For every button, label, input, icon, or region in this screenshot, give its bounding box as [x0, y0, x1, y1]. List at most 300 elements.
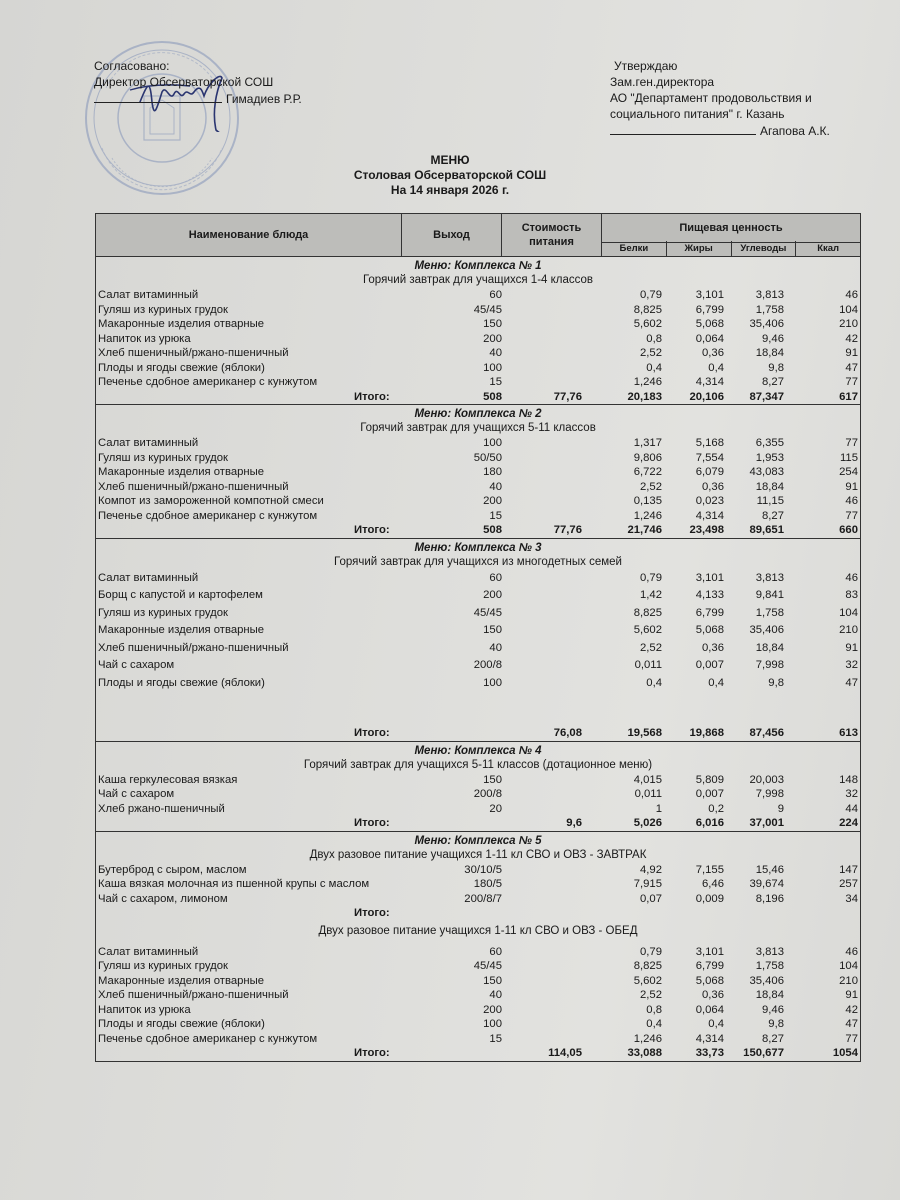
total-output: 508	[483, 524, 502, 536]
dish-output: 45/45	[473, 606, 502, 619]
header-nutrition	[602, 214, 860, 256]
approver-position: Директор Обсерваторской СОШ	[94, 75, 274, 89]
dish-proteins: 0,79	[640, 945, 662, 958]
dish-proteins: 6,722	[633, 466, 662, 478]
dish-carbs: 8,27	[762, 376, 784, 388]
total-proteins: 33,088	[627, 1047, 662, 1059]
dish-row	[96, 773, 860, 788]
dish-name: Чай с сахаром	[98, 659, 175, 671]
total-proteins: 21,746	[627, 524, 662, 536]
dish-output: 100	[483, 1018, 502, 1030]
dish-row	[96, 570, 860, 588]
total-label: Итого:	[354, 907, 390, 919]
menu-section-2	[95, 405, 861, 539]
dish-fats: 0,4	[708, 676, 724, 689]
dish-fats: 5,068	[695, 624, 724, 636]
dish-kcal: 47	[845, 676, 858, 689]
dish-fats: 4,133	[695, 589, 724, 601]
dish-kcal: 115	[839, 451, 858, 464]
dish-fats: 0,009	[695, 892, 724, 905]
dish-kcal: 77	[845, 376, 858, 388]
section-title: Меню: Комплекса № 2	[414, 408, 542, 420]
dish-row	[96, 451, 860, 466]
menu-table	[95, 213, 861, 1062]
dish-name: Печенье сдобное американер с кунжутом	[98, 1032, 318, 1045]
total-cost: 114,05	[548, 1047, 582, 1059]
dish-row	[96, 587, 860, 605]
header-proteins: Белки	[602, 241, 667, 256]
total-kcal: 660	[839, 524, 858, 536]
document-title	[300, 153, 600, 198]
dish-row	[96, 945, 860, 960]
dish-carbs: 15,46	[755, 863, 784, 876]
dish-row	[96, 877, 860, 892]
section-title: Меню: Комплекса № 3	[414, 541, 542, 554]
dish-name: Хлеб пшеничный/ржано-пшеничный	[98, 480, 289, 493]
dish-proteins: 2,52	[640, 480, 662, 493]
dish-proteins: 4,015	[633, 773, 662, 786]
dish-fats: 6,799	[695, 303, 724, 316]
dish-row	[96, 375, 860, 390]
dish-name: Салат витаминный	[98, 289, 199, 301]
dish-output: 40	[489, 989, 502, 1001]
menu-date: На 14 января 2026 г.	[390, 183, 510, 197]
menu-section-1	[95, 257, 861, 405]
dish-name: Напиток из урюка	[98, 1003, 191, 1016]
dish-carbs: 11,15	[756, 495, 784, 507]
dish-fats: 5,809	[695, 773, 724, 786]
dish-output: 45/45	[473, 303, 502, 316]
dish-name: Макаронные изделия отварные	[98, 974, 265, 987]
total-fats: 6,016	[695, 817, 724, 829]
dish-row	[96, 787, 860, 802]
dish-output: 15	[489, 509, 502, 522]
header-nutrition-title: Пищевая ценность	[602, 214, 860, 243]
section-subtitle-lunch: Двух разовое питание учащихся 1-11 кл СВО и ОВЗ - ОБЕД	[318, 924, 638, 937]
dish-output: 150	[483, 318, 502, 330]
dish-output: 60	[489, 571, 502, 584]
dish-carbs: 9,46	[762, 332, 784, 345]
dish-name: Каша геркулесовая вязкая	[98, 773, 238, 786]
dish-name: Каша вязкая молочная из пшенной крупы с маслом	[98, 878, 370, 890]
dish-name: Макаронные изделия отварные	[98, 318, 265, 330]
dish-name: Напиток из урюка	[98, 332, 191, 345]
menu-section-5	[95, 832, 861, 1062]
dish-output: 150	[483, 773, 502, 786]
dish-carbs: 8,27	[762, 509, 784, 522]
dish-output: 60	[489, 945, 502, 958]
dish-name: Плоды и ягоды свежие (яблоки)	[98, 1018, 265, 1030]
menu-section-3	[95, 539, 861, 742]
dish-row	[96, 480, 860, 495]
dish-output: 15	[489, 376, 502, 388]
organization-line-1: АО "Департамент продовольствия и	[610, 91, 812, 105]
section-subtitle: Горячий завтрак для учащихся 1-4 классов	[362, 274, 594, 286]
dish-carbs: 39,674	[749, 878, 784, 890]
dish-fats: 0,36	[702, 347, 724, 359]
dish-proteins: 9,806	[633, 451, 662, 464]
dish-fats: 3,101	[695, 945, 724, 958]
dish-kcal: 254	[839, 466, 858, 478]
dish-proteins: 1,42	[640, 589, 662, 601]
dish-proteins: 1,246	[633, 1032, 662, 1045]
dish-proteins: 0,4	[646, 676, 662, 689]
dish-carbs: 9,46	[762, 1003, 784, 1016]
dish-name: Компот из замороженной компотной смеси	[98, 495, 324, 507]
dish-carbs: 18,84	[755, 480, 784, 493]
dish-proteins: 0,07	[640, 892, 662, 905]
dish-carbs: 9,8	[768, 361, 784, 374]
section-subtitle: Горячий завтрак для учащихся 5-11 классов (дотационное меню)	[303, 758, 653, 771]
dish-proteins: 8,825	[633, 303, 662, 316]
section-title: Меню: Комплекса № 1	[414, 260, 542, 272]
total-label: Итого:	[354, 1047, 390, 1059]
dish-row	[96, 317, 860, 332]
dish-carbs: 9,8	[768, 1018, 784, 1030]
total-proteins: 19,568	[627, 727, 662, 739]
dish-name: Печенье сдобное американер с кунжутом	[98, 376, 318, 388]
dish-carbs: 3,813	[755, 289, 784, 301]
dish-proteins: 8,825	[633, 960, 662, 972]
dish-kcal: 104	[839, 960, 858, 972]
dish-row	[96, 465, 860, 480]
dish-proteins: 2,52	[640, 347, 662, 359]
dish-row	[96, 288, 860, 303]
dish-kcal: 91	[845, 480, 858, 493]
total-fats: 19,868	[689, 727, 724, 739]
dish-row	[96, 303, 860, 318]
dish-output: 200	[483, 332, 502, 345]
dish-row	[96, 974, 860, 989]
dish-proteins: 2,52	[640, 989, 662, 1001]
total-proteins: 5,026	[633, 817, 662, 829]
dish-kcal: 47	[845, 361, 858, 374]
dish-row	[96, 675, 860, 693]
dish-name: Плоды и ягоды свежие (яблоки)	[98, 676, 265, 689]
dish-kcal: 77	[845, 509, 858, 522]
dish-carbs: 1,758	[755, 960, 784, 972]
dish-output: 40	[489, 641, 502, 654]
table-header	[95, 213, 861, 257]
dish-fats: 6,799	[695, 606, 724, 619]
dish-proteins: 0,011	[634, 788, 662, 800]
dish-output: 45/45	[473, 960, 502, 972]
dish-fats: 0,36	[702, 989, 724, 1001]
dish-row	[96, 605, 860, 623]
dish-name: Салат витаминный	[98, 571, 199, 584]
dish-kcal: 210	[839, 974, 858, 987]
dish-row	[96, 640, 860, 658]
total-kcal: 1054	[832, 1047, 858, 1059]
dish-proteins: 0,79	[640, 571, 662, 584]
total-label: Итого:	[354, 524, 390, 536]
dish-kcal: 32	[845, 788, 858, 800]
total-kcal: 613	[839, 727, 858, 739]
dish-output: 180/5	[473, 878, 502, 890]
dish-proteins: 4,92	[640, 863, 662, 876]
dish-kcal: 104	[839, 303, 858, 316]
dish-fats: 0,4	[708, 1018, 724, 1030]
dish-proteins: 0,8	[646, 1003, 662, 1016]
dish-carbs: 20,003	[749, 773, 784, 786]
dish-output: 200	[483, 589, 502, 601]
dish-output: 150	[483, 624, 502, 636]
dish-fats: 0,36	[702, 480, 724, 493]
dish-output: 200/8	[473, 788, 502, 800]
dish-fats: 4,314	[695, 509, 724, 522]
total-cost: 77,76	[553, 524, 582, 536]
total-fats: 33,73	[695, 1047, 724, 1059]
header-carbs: Углеводы	[732, 241, 797, 256]
dish-carbs: 6,355	[755, 437, 784, 449]
dish-proteins: 0,79	[640, 289, 662, 301]
total-row	[96, 523, 860, 538]
header-output: Выход	[402, 214, 502, 256]
total-carbs: 87,347	[749, 390, 784, 403]
dish-fats: 0,4	[708, 361, 724, 374]
section-subtitle: Горячий завтрак для учащихся из многодетных семей	[334, 555, 622, 568]
dish-fats: 6,079	[695, 466, 724, 478]
total-cost: 77,76	[553, 390, 582, 403]
dish-carbs: 1,758	[755, 606, 784, 619]
dish-carbs: 9,8	[768, 676, 784, 689]
dish-output: 40	[489, 347, 502, 359]
total-label: Итого:	[354, 817, 390, 829]
dish-name: Чай с сахаром	[98, 788, 175, 800]
dish-kcal: 46	[845, 289, 858, 301]
dish-carbs: 18,84	[755, 989, 784, 1001]
dish-row	[96, 509, 860, 524]
dish-proteins: 0,011	[634, 659, 662, 671]
dish-kcal: 46	[845, 945, 858, 958]
dish-carbs: 18,84	[755, 641, 784, 654]
dish-row	[96, 1017, 860, 1032]
dish-row	[96, 657, 860, 675]
total-kcal: 617	[839, 390, 858, 403]
dish-kcal: 46	[845, 571, 858, 584]
dish-fats: 7,554	[695, 451, 724, 464]
approval-block-right	[610, 58, 830, 139]
signature-line	[610, 122, 756, 135]
dish-output: 180	[483, 466, 502, 478]
dish-carbs: 3,813	[755, 571, 784, 584]
blank-space	[96, 692, 860, 726]
dish-kcal: 148	[839, 773, 858, 786]
dish-output: 100	[483, 676, 502, 689]
total-row	[96, 726, 860, 741]
header-kcal: Ккал	[817, 242, 840, 254]
dish-carbs: 35,406	[749, 318, 784, 330]
signature-line	[94, 90, 222, 103]
dish-output: 100	[483, 437, 502, 449]
dish-output: 15	[489, 1032, 502, 1045]
total-label: Итого:	[354, 727, 390, 739]
total-cost: 9,6	[566, 817, 582, 829]
dish-output: 50/50	[473, 451, 502, 464]
total-kcal: 224	[839, 817, 858, 829]
dish-output: 60	[489, 289, 502, 301]
dish-row	[96, 863, 860, 878]
dish-output: 100	[483, 361, 502, 374]
header-cost: Стоимость питания	[502, 214, 602, 256]
dish-name: Хлеб пшеничный/ржано-пшеничный	[98, 347, 289, 359]
dish-proteins: 1,246	[633, 376, 662, 388]
section-subtitle: Двух разовое питание учащихся 1-11 кл СВО и ОВЗ - ЗАВТРАК	[309, 848, 647, 861]
dish-name: Плоды и ягоды свежие (яблоки)	[98, 361, 265, 374]
dish-fats: 6,799	[695, 960, 724, 972]
dish-name: Гуляш из куриных грудок	[98, 303, 228, 316]
dish-carbs: 35,406	[749, 624, 784, 636]
dish-output: 150	[483, 974, 502, 987]
dish-proteins: 0,4	[646, 361, 662, 374]
dish-kcal: 210	[839, 318, 858, 330]
dish-name: Салат витаминный	[98, 945, 199, 958]
dish-fats: 3,101	[695, 289, 724, 301]
dish-carbs: 3,813	[755, 945, 784, 958]
dish-kcal: 91	[845, 641, 858, 654]
dish-kcal: 34	[845, 892, 858, 905]
dish-row	[96, 361, 860, 376]
dish-row	[96, 1032, 860, 1047]
approver-name: Агапова А.К.	[760, 124, 830, 138]
dish-kcal: 77	[845, 1032, 858, 1045]
dish-name: Макаронные изделия отварные	[98, 624, 265, 636]
dish-fats: 7,155	[695, 863, 724, 876]
dish-kcal: 147	[839, 863, 858, 876]
dish-fats: 6,46	[702, 878, 724, 890]
dish-proteins: 0,8	[646, 332, 662, 345]
dish-proteins: 7,915	[633, 878, 662, 890]
header-fats: Жиры	[667, 241, 732, 256]
dish-carbs: 9	[777, 802, 784, 815]
approver-name: Гимадиев Р.Р.	[226, 92, 302, 106]
dish-carbs: 7,998	[755, 788, 784, 800]
dish-name: Борщ с капустой и картофелем	[98, 589, 263, 601]
dish-output: 200/8/7	[464, 892, 502, 905]
total-fats: 20,106	[689, 390, 724, 403]
dish-row	[96, 892, 860, 907]
dish-name: Печенье сдобное американер с кунжутом	[98, 509, 318, 522]
dish-carbs: 43,083	[749, 466, 784, 478]
approval-block-left	[94, 58, 302, 107]
dish-kcal: 32	[845, 659, 858, 671]
menu-sections	[95, 257, 861, 1062]
total-cost: 76,08	[553, 727, 582, 739]
dish-fats: 5,068	[695, 318, 724, 330]
dish-fats: 3,101	[695, 571, 724, 584]
dish-row	[96, 959, 860, 974]
dish-name: Макаронные изделия отварные	[98, 466, 265, 478]
dish-fats: 4,314	[695, 376, 724, 388]
dish-carbs: 8,27	[762, 1032, 784, 1045]
total-row	[96, 390, 860, 405]
dish-kcal: 257	[839, 878, 858, 890]
dish-kcal: 47	[845, 1018, 858, 1030]
dish-kcal: 77	[845, 437, 858, 449]
dish-name: Чай с сахаром, лимоном	[98, 892, 228, 905]
dish-kcal: 44	[845, 802, 858, 815]
dish-carbs: 1,758	[755, 303, 784, 316]
dish-name: Хлеб пшеничный/ржано-пшеничный	[98, 641, 289, 654]
canteen-name: Столовая Обсерваторской СОШ	[353, 168, 547, 182]
dish-output: 200/8	[473, 659, 502, 671]
dish-fats: 5,068	[695, 974, 724, 987]
dish-fats: 0,023	[695, 495, 724, 507]
dish-kcal: 91	[845, 989, 858, 1001]
dish-output: 20	[489, 802, 502, 815]
dish-carbs: 18,84	[755, 347, 784, 359]
dish-proteins: 5,602	[633, 318, 662, 330]
header-dish-name: Наименование блюда	[96, 214, 402, 256]
dish-name: Бутерброд с сыром, маслом	[98, 863, 247, 876]
dish-row	[96, 988, 860, 1003]
dish-kcal: 210	[839, 624, 858, 636]
title: МЕНЮ	[430, 153, 470, 167]
total-row	[96, 906, 860, 921]
dish-kcal: 42	[845, 1003, 858, 1016]
dish-fats: 0,064	[695, 1003, 724, 1016]
total-carbs: 37,001	[749, 817, 784, 829]
dish-proteins: 5,602	[633, 974, 662, 987]
dish-kcal: 91	[845, 347, 858, 359]
dish-fats: 4,314	[695, 1032, 724, 1045]
total-carbs: 89,651	[749, 524, 784, 536]
dish-output: 200	[483, 1003, 502, 1016]
organization-line-2: социального питания" г. Казань	[610, 107, 785, 121]
total-row	[96, 1046, 860, 1061]
dish-fats: 5,168	[695, 437, 724, 449]
dish-row	[96, 622, 860, 640]
dish-fats: 0,2	[708, 802, 724, 815]
dish-kcal: 83	[845, 589, 858, 601]
dish-carbs: 1,953	[755, 451, 784, 464]
header-nutrition-columns	[602, 241, 860, 256]
dish-fats: 0,007	[695, 659, 724, 671]
dish-proteins: 1,246	[633, 509, 662, 522]
menu-section-4	[95, 742, 861, 832]
dish-row	[96, 346, 860, 361]
dish-proteins: 1,317	[633, 437, 662, 449]
section-title: Меню: Комплекса № 4	[414, 744, 542, 757]
dish-row	[96, 332, 860, 347]
total-proteins: 20,183	[627, 390, 662, 403]
dish-carbs: 7,998	[755, 659, 784, 671]
dish-kcal: 46	[845, 495, 858, 507]
dish-carbs: 35,406	[749, 974, 784, 987]
dish-proteins: 8,825	[633, 606, 662, 619]
total-carbs: 150,677	[743, 1047, 784, 1059]
dish-output: 40	[489, 480, 502, 493]
dish-proteins: 1	[655, 802, 662, 815]
dish-fats: 0,36	[702, 641, 724, 654]
dish-name: Гуляш из куриных грудок	[98, 960, 228, 972]
dish-name: Хлеб ржано-пшеничный	[98, 802, 225, 815]
dish-kcal: 42	[845, 332, 858, 345]
total-row	[96, 816, 860, 831]
dish-proteins: 2,52	[640, 641, 662, 654]
total-output: 508	[483, 390, 502, 403]
dish-output: 30/10/5	[464, 863, 502, 876]
dish-row	[96, 802, 860, 817]
dish-kcal: 104	[839, 606, 858, 619]
total-carbs: 87,456	[749, 727, 784, 739]
dish-proteins: 0,135	[633, 495, 662, 507]
dish-row	[96, 494, 860, 509]
total-label: Итого:	[354, 390, 390, 403]
dish-carbs: 9,841	[755, 589, 784, 601]
approver-position: Зам.ген.директора	[610, 75, 715, 89]
dish-row	[96, 1003, 860, 1018]
